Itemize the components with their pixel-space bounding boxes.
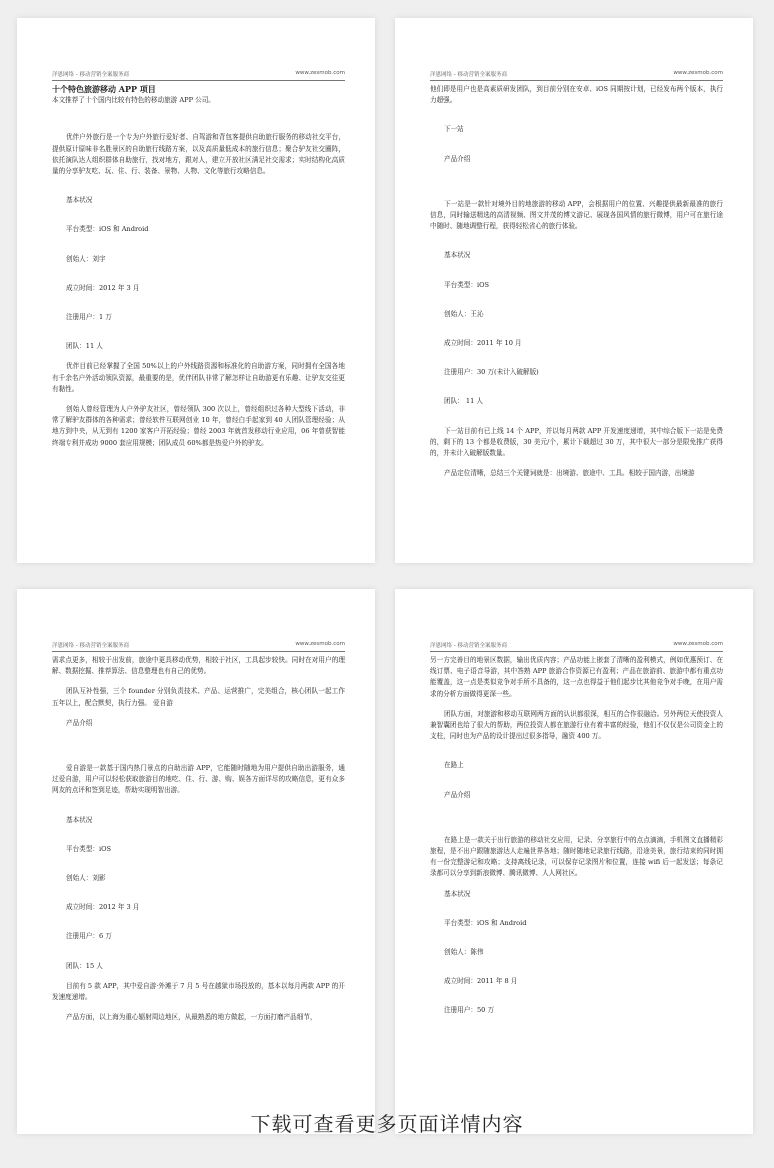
info-platform: 平台类型：iOS 和 Android [444, 918, 527, 927]
info-established: 成立时间：2012 年 3 月 [66, 903, 140, 912]
paragraph: 下一站目前有已上线 14 个 APP，并以每月两款 APP 开发速度递增，其中综合版下一站是免费的，剩下的 13 个都是收费版，30 美元/个，累计下载超过 30 万，其中很大一部分是限免推广获得的，并未计入破解版数量。 [430, 426, 723, 458]
section-label: 基本状况 [66, 815, 93, 824]
page-header [430, 70, 723, 81]
paragraph: 需求点更多，相较于出发前，旅途中更具移动优势，相较于社区，工具起步较快。同时在对用户的理解、数据挖掘、推荐算法、信息整理也有自己的优势。 [52, 656, 345, 676]
info-users: 注册用户：1 万 [66, 313, 112, 322]
page-header [52, 641, 345, 652]
document-page-4 [395, 589, 753, 1134]
section-label: 基本状况 [444, 251, 471, 260]
info-established: 成立时间：2011 年 8 月 [444, 977, 518, 986]
info-founder: 创始人：陈伟 [444, 948, 484, 957]
info-established: 成立时间：2011 年 10 月 [444, 339, 522, 348]
download-more-caption: 下载可查看更多页面详情内容 [250, 1112, 524, 1136]
info-founder: 创始人：刘宇 [66, 254, 106, 263]
info-team: 团队：11 人 [66, 342, 103, 351]
info-platform: 平台类型：iOS [66, 844, 112, 853]
info-established: 成立时间：2012 年 3 月 [66, 283, 140, 292]
page-header [52, 70, 345, 81]
info-team: 团队： 11 人 [444, 397, 483, 406]
paragraph: 在路上是一款关于出行旅游的移动社交应用，记录、分享旅行中的点点滴滴，手机图文直播精彩旅程，是不出户跟随旅游达人走遍世界各地；随时随地记录旅行线路，沿途美景，旅行结束的同时拥有一份完整游记和攻略；支持离线记录，可以保存记录图片和位置，连接 wifi 后一起发送；每条记录都可以分享到新浪微博、腾讯微博、人人网社区。 [430, 835, 723, 878]
paragraph: 团队方面，对旅游和移动互联网两方面的认识都很深，相互的合作很融洽。另外两位天使投资人兼智囊团也给了很大的帮助，两位投资人都在旅游行业有着丰富的经验，他们不仅仅是公司资金上的支柱，同时也为产品的设计提出过很多指导，融资 400 万。 [430, 709, 723, 741]
info-users: 注册用户：50 万 [444, 1006, 495, 1015]
paragraph: 产品定位清晰，总结三个关键词就是：出境游、旅途中、工具。相较于国内游，出境游 [444, 469, 695, 478]
header-url: www.zesmob.com [295, 70, 345, 76]
header-url: www.zesmob.com [673, 641, 723, 647]
header-company: 洋恩网络 - 移动营销全案服务商 [52, 643, 129, 649]
paragraph: 创始人曾经管理为人户外驴友社区，曾经领队 300 次以上，曾经组织过各种大型线下活动，非常了解驴友群体的各种需求；曾经软件互联网创业 10 年，曾经白手起家到 40 人团队管理经验；从地方到中央，从无到有 1200 家客户开拓经验；曾经 2003 年就首发移动行业应用，06 年曾获智能终端专利并成功 9000 套应用规模；团队成员 60%都是热爱户外的驴友。 [52, 405, 345, 447]
page-header [430, 641, 723, 652]
page-body [430, 655, 723, 1017]
paragraph: 爱自游是一款基于国内热门景点的自助出游 APP，它能随时随地为用户提供自助出游服务，通过爱自游，用户可以轻松获取旅游目的地吃、住、行、游、购、娱各方面详尽的攻略信息，更有众多网友的点评和签到足迹，帮助实现明智出游。 [52, 764, 345, 795]
app-name: 下一站 [444, 125, 464, 134]
info-platform: 平台类型：iOS [444, 280, 490, 289]
info-platform: 平台类型：iOS 和 Android [66, 225, 149, 234]
header-company: 洋恩网络 - 移动营销全案服务商 [430, 72, 507, 78]
header-url: www.zesmob.com [295, 641, 345, 647]
info-founder: 创始人：刘影 [66, 874, 106, 883]
section-label: 产品介绍 [66, 718, 93, 727]
info-users: 注册用户：30 万(未计入破解版) [444, 368, 539, 377]
app-name: 在路上 [444, 761, 464, 770]
header-company: 洋恩网络 - 移动营销全案服务商 [52, 72, 129, 78]
document-page-3 [17, 589, 375, 1134]
header-company: 洋恩网络 - 移动营销全案服务商 [430, 643, 507, 649]
paragraph: 团队互补性强，三个 founder 分别负责技术、产品、运营推广，完美组合，核心团队一起工作五年以上，配合默契，执行力强。 爱自游 [52, 687, 345, 707]
section-label: 基本状况 [66, 196, 93, 205]
document-title: 十个特色旅游移动 APP 项目 [52, 84, 156, 94]
intro-paragraph: 本文推荐了十个国内比较有特色的移动旅游 APP 公司。 [52, 96, 215, 105]
section-label: 基本状况 [444, 889, 471, 898]
section-label: 产品介绍 [444, 154, 471, 163]
page-body [430, 84, 723, 479]
info-founder: 创始人：王沁 [444, 309, 484, 318]
paragraph: 优伴目前已经掌握了全国 50%以上的户外线路资源和标准化的自助游方案，同时拥有全国各地有千余名户外活动领队资源，最重要的是，优伴团队非常了解怎样让自助游更有乐趣、让驴友交往更有黏性。 [52, 362, 345, 393]
paragraph: 目前有 5 款 APP，其中爱自游·外滩于 7 月 5 号在越狱市场投放的，基本以每月两款 APP 的开发速度递增。 [52, 981, 345, 1002]
document-page-1 [17, 18, 375, 563]
info-team: 团队：15 人 [66, 961, 103, 970]
section-label: 产品介绍 [444, 790, 471, 799]
document-page-2 [395, 18, 753, 563]
page-body [52, 84, 345, 449]
page-body [52, 655, 345, 1023]
header-url: www.zesmob.com [673, 70, 723, 76]
paragraph: 下一站是一款针对境外目的地旅游的移动 APP，会根据用户的位置、兴趣提供最新最准的旅行信息，同时输送精选的高清视频、图文并茂的博文游记、展现各国风情的旅行微博，用户可在旅行途中随时、随地调整行程，获得轻松省心的旅行体验。 [430, 199, 723, 231]
paragraph: 他们即是用户也是高素质研发团队，到目前分别在安卓、iOS 同期按计划，已经发布两个版本，执行力超强。 [430, 85, 723, 105]
paragraph: 产品方面，以上海为重心辐射周边地区，从最熟悉的地方做起，一方面打磨产品细节， [66, 1013, 317, 1022]
paragraph: 另一方完善目的地景区数据，输出优质内容；产品功能上嵌套了清晰的盈利模式，例如优惠预订、在线订票、电子语音导游，其中答熟 APP 旅游合作资源已有盈利；产品在旅游前、旅游中都有重点功能覆盖，这一点是类似竞争对手所不具备的，这一点也得益于他们起步比其他竞争对手晚，在用户需求的分析方面做得更深一些。 [430, 656, 723, 698]
info-users: 注册用户：6 万 [66, 932, 112, 941]
paragraph: 优伴户外旅行是一个专为户外旅行爱好者、自驾游和背包客提供自助旅行服务的移动社交平台，提供原计原味非名胜景区的自助旅行线路方案，以及高质量低成本的旅行信息；聚合驴友社交圈阵，依托演队达人组织群体自助旅行，找对地方，跟对人，建立开放社区满足社交需求；实时结构化高质量的分享驴友吃、玩、住、行、装备、景物、人物、文化等旅行攻略信息。 [52, 133, 345, 176]
